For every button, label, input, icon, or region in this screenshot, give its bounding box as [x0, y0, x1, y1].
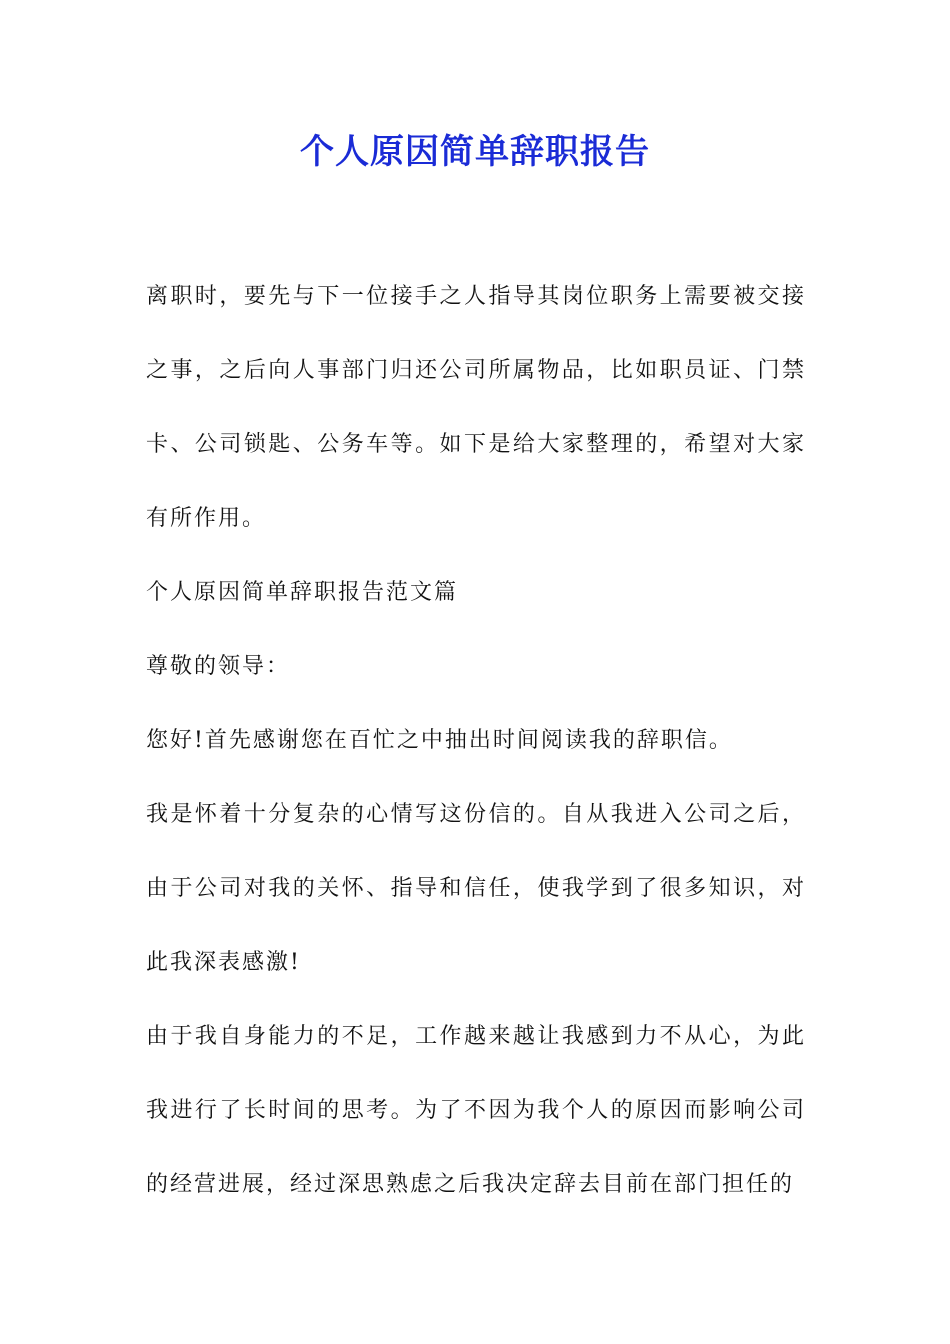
intro-paragraph: 离职时，要先与下一位接手之人指导其岗位职务上需要被交接之事，之后向人事部门归还公司所属物品，比如职员证、门禁卡、公司锁匙、公务车等。如下是给大家整理的，希望对大家有所作用。	[146, 284, 806, 531]
document-title: 个人原因简单辞职报告	[300, 132, 650, 172]
section-heading: 个人原因简单辞职报告范文篇	[146, 580, 459, 605]
gratitude-paragraph: 我是怀着十分复杂的心情写这份信的。自从我进入公司之后，由于公司对我的关怀、指导和信任，使我学到了很多知识，对此我深表感激!	[146, 802, 806, 975]
document-body	[146, 260, 806, 1222]
greeting-paragraph: 您好!首先感谢您在百忙之中抽出时间阅读我的辞职信。	[146, 728, 733, 753]
salutation: 尊敬的领导：	[146, 654, 291, 679]
reason-paragraph: 由于我自身能力的不足，工作越来越让我感到力不从心，为此我进行了长时间的思考。为了不因为我个人的原因而影响公司的经营进展，经过深思熟虑之后我决定辞去目前在部门担任的	[146, 1024, 806, 1197]
